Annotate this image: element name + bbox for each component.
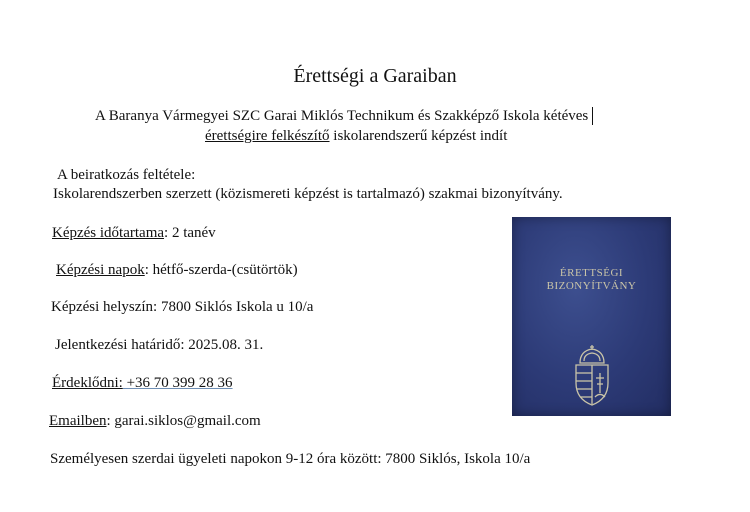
deadline-line: Jelentkezési határidő: 2025.08. 31. <box>55 337 264 353</box>
intro-text: A Baranya Vármegyei SZC Garai Miklós Technikum és Szakképző Iskola kétéves <box>95 108 589 124</box>
page-title: Érettségi a Garaiban <box>293 65 457 87</box>
certificate-title-2: BIZONYÍTVÁNY <box>546 280 637 292</box>
certificate-title-1: ÉRETTSÉGI <box>559 267 624 279</box>
duration-line <box>52 224 216 242</box>
text-cursor <box>592 107 593 125</box>
condition-text: Iskolarendszerben szerzett (közismereti képzést is tartalmazó) szakmai bizonyítvány. <box>53 186 563 202</box>
intro-line-1 <box>95 107 593 125</box>
duration-value: : 2 tanév <box>164 225 216 241</box>
personal-line: Személyesen szerdai ügyeleti napokon 9-12 óra között: 7800 Siklós, Iskola 10/a <box>50 451 531 467</box>
intro-rest: iskolarendszerű képzést indít <box>329 128 508 144</box>
intro-underlined: érettségire felkészítő <box>205 128 330 144</box>
duration-label: Képzés időtartama <box>52 225 165 241</box>
coat-of-arms-icon <box>568 343 616 407</box>
email-value[interactable]: : garai.siklos@gmail.com <box>106 413 261 429</box>
intro-line-2 <box>205 127 507 145</box>
condition-title: A beiratkozás feltétele: <box>57 167 196 183</box>
place-line: Képzési helyszín: 7800 Siklós Iskola u 10/a <box>51 299 314 315</box>
phone-label: Érdeklődni: <box>52 375 123 391</box>
phone-line <box>52 374 233 392</box>
days-label: Képzési napok <box>56 262 145 278</box>
certificate-image <box>512 217 671 416</box>
days-line <box>56 261 298 279</box>
email-line <box>49 412 261 430</box>
phone-value[interactable]: +36 70 399 28 36 <box>122 375 233 391</box>
email-label: Emailben <box>49 413 107 429</box>
days-value: : hétfő-szerda-(csütörtök) <box>144 262 298 278</box>
